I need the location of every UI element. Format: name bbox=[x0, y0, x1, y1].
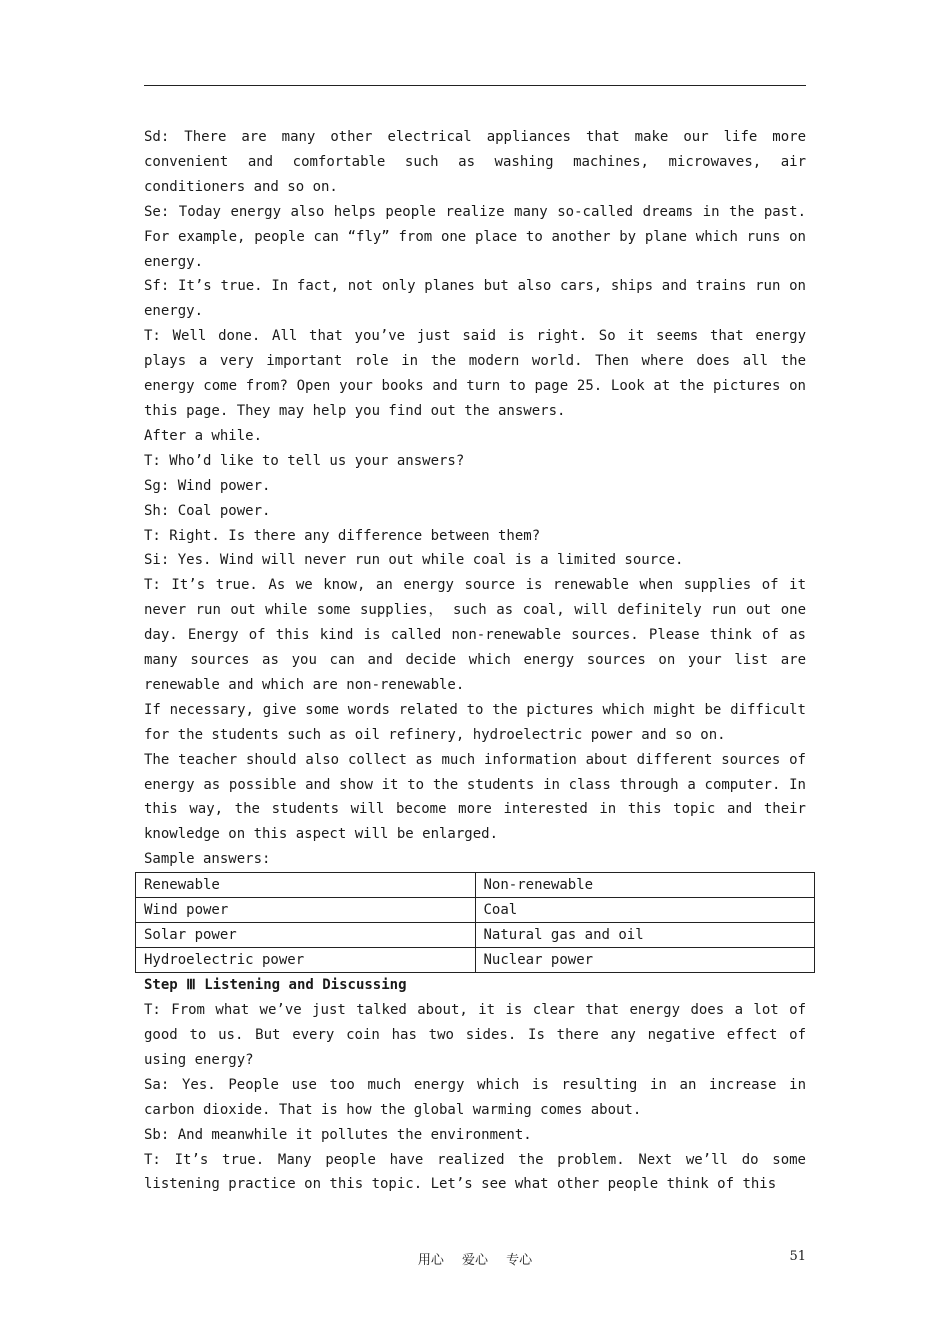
paragraph: Sg: Wind power. bbox=[144, 477, 271, 494]
paragraph: Sa: Yes. People use too much energy which is resulting in an increase in carbon dioxide. That is how the global warming comes about. bbox=[144, 1076, 806, 1118]
paragraph: Sf: It’s true. In fact, not only planes but also cars, ships and trains run on energy. bbox=[144, 278, 806, 320]
table-row bbox=[136, 923, 815, 948]
table-cell: Natural gas and oil bbox=[475, 923, 815, 948]
table-cell: Nuclear power bbox=[475, 948, 815, 973]
header-rule bbox=[144, 85, 806, 86]
paragraph: Si: Yes. Wind will never run out while coal is a limited source. bbox=[144, 552, 684, 569]
table-header-row bbox=[136, 873, 815, 898]
energy-sources-table bbox=[135, 872, 815, 973]
paragraph: T: Well done. All that you’ve just said is right. So it seems that energy plays a very important role in the modern world. Then where does all the energy come from? Open your books and turn to page 25. Look at the pictures on this page. They may help you find out the answers. bbox=[144, 328, 806, 419]
document-body bbox=[144, 125, 806, 1197]
paragraph: T: From what we’ve just talked about, it is clear that energy does a lot of good to us. But every coin has two sides. Is there any negative effect of using energy? bbox=[144, 1002, 806, 1068]
table-row bbox=[136, 898, 815, 923]
paragraph: Se: Today energy also helps people realize many so-called dreams in the past. For example, people can “fly” from one place to another by plane which runs on energy. bbox=[144, 203, 806, 270]
paragraph: If necessary, give some words related to the pictures which might be difficult for the students such as oil refinery, hydroelectric power and so on. bbox=[144, 701, 806, 743]
table-cell: Non-renewable bbox=[475, 873, 815, 898]
footer-motto: 用心 爱心 专心 bbox=[417, 1253, 533, 1268]
paragraph: Sd: There are many other electrical appliances that make our life more convenient and comfortable such as washing machines, microwaves, air conditioners and so on. bbox=[144, 129, 806, 195]
table-cell: Wind power bbox=[136, 898, 476, 923]
paragraph: After a while. bbox=[144, 427, 263, 444]
paragraph: The teacher should also collect as much information about different sources of energy as possible and show it to the students in class through a computer. In this way, the students will become more interested in this topic and their knowledge on this aspect will be enlarged. bbox=[144, 751, 806, 843]
paragraph: T: Who’d like to tell us your answers? bbox=[144, 452, 465, 469]
page-number: 51 bbox=[789, 1249, 806, 1264]
table-cell: Hydroelectric power bbox=[136, 948, 476, 973]
step-heading: Step Ⅲ Listening and Discussing bbox=[144, 977, 407, 994]
sample-answers-label: Sample answers: bbox=[144, 851, 271, 868]
table-cell: Renewable bbox=[136, 873, 476, 898]
table-row bbox=[136, 948, 815, 973]
paragraph: Sh: Coal power. bbox=[144, 502, 271, 519]
paragraph: T: It’s true. Many people have realized the problem. Next we’ll do some listening practice on this topic. Let’s see what other people think of this bbox=[144, 1151, 806, 1193]
table-cell: Solar power bbox=[136, 923, 476, 948]
paragraph: Sb: And meanwhile it pollutes the environment. bbox=[144, 1126, 532, 1143]
paragraph: T: It’s true. As we know, an energy source is renewable when supplies of it never run out while some supplies， such as coal, will definitely run out one day. Energy of this kind is called non-renewable sources. Please think of as many sources as you can and decide which energy sources on your list are renewable and which are non-renewable. bbox=[144, 577, 806, 693]
paragraph: T: Right. Is there any difference between them? bbox=[144, 527, 541, 544]
table-cell: Coal bbox=[475, 898, 815, 923]
